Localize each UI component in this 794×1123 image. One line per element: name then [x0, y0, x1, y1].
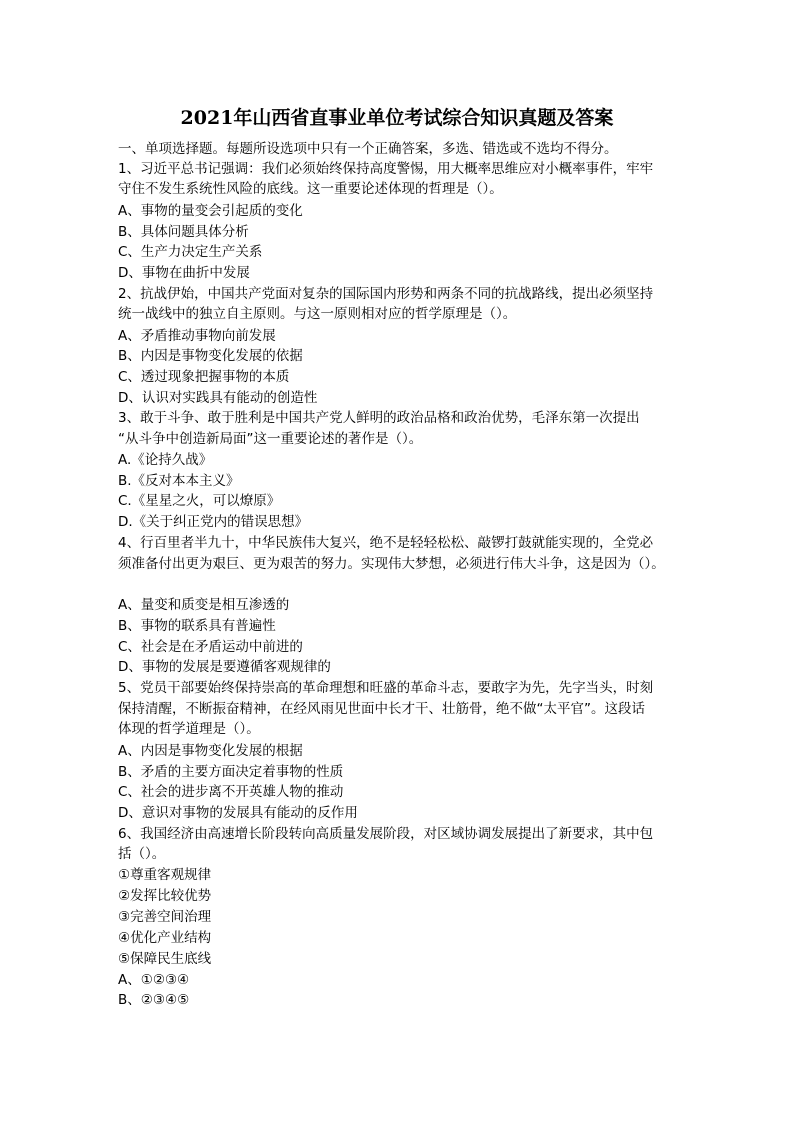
- question-5-option-a: A、内因是事物变化发展的根据: [118, 743, 303, 759]
- question-1-text-line-2: 守住不发生系统性风险的底线。这一重要论述体现的哲理是（）。: [118, 181, 503, 197]
- question-2-option-a: A、矛盾推动事物向前发展: [118, 328, 276, 344]
- question-5-option-d: D、意识对事物的发展具有能动的反作用: [118, 805, 358, 821]
- question-6-item-4: ④优化产业结构: [118, 930, 212, 946]
- section-heading: 一、单项选择题。每题所设选项中只有一个正确答案，多选、错选或不选均不得分。: [118, 141, 618, 157]
- question-4-option-c: C、社会是在矛盾运动中前进的: [118, 639, 303, 655]
- question-6-item-5: ⑤保障民生底线: [118, 951, 212, 967]
- question-3-option-a: A.《论持久战》: [118, 452, 213, 468]
- question-6-text-line-2: 括（）。: [118, 846, 166, 862]
- question-2-option-d: D、认识对实践具有能动的创造性: [118, 390, 318, 406]
- question-2-option-b: B、内因是事物变化发展的依据: [118, 348, 303, 364]
- question-4-option-a: A、量变和质变是相互渗透的: [118, 597, 290, 613]
- question-2-option-c: C、透过现象把握事物的本质: [118, 369, 290, 385]
- question-5-text-line-3: 体现的哲学道理是（）。: [118, 721, 260, 737]
- document-title: 2021年山西省直事业单位考试综合知识真题及答案: [180, 107, 614, 129]
- question-3-text-line-2: “从斗争中创造新局面”这一重要论述的著作是（）。: [118, 431, 423, 447]
- question-5-text-line-1: 5、党员干部要始终保持崇高的革命理想和旺盛的革命斗志，要敢字为先，先字当头，时刻: [118, 680, 654, 696]
- question-5-option-c: C、社会的进步离不开英雄人物的推动: [118, 784, 344, 800]
- question-3-option-b: B.《反对本本主义》: [118, 473, 240, 489]
- question-2-text-line-1: 2、抗战伊始，中国共产党面对复杂的国际国内形势和两条不同的抗战路线，提出必须坚持: [118, 286, 654, 302]
- question-2-text-line-2: 统一战线中的独立自主原则。与这一原则相对应的哲学原理是（）。: [118, 306, 517, 322]
- question-1-option-c: C、生产力决定生产关系: [118, 244, 263, 260]
- question-4-text-line-1: 4、行百里者半九十，中华民族伟大复兴，绝不是轻轻松松、敲锣打鼓就能实现的，全党必: [118, 535, 654, 551]
- question-3-option-c: C.《星星之火，可以燎原》: [118, 493, 281, 509]
- question-6-item-2: ②发挥比较优势: [118, 888, 212, 904]
- question-6-option-b: B、②③④⑤: [118, 992, 190, 1008]
- question-6-item-3: ③完善空间治理: [118, 909, 212, 925]
- question-5-option-b: B、矛盾的主要方面决定着事物的性质: [118, 764, 344, 780]
- question-6-option-a: A、①②③④: [118, 972, 190, 988]
- question-3-option-d: D.《关于纠正党内的错误思想》: [118, 514, 309, 530]
- question-1-option-b: B、具体问题具体分析: [118, 224, 249, 240]
- question-6-text-line-1: 6、我国经济由高速增长阶段转向高质量发展阶段，对区域协调发展提出了新要求，其中包: [118, 826, 654, 842]
- question-5-text-line-2: 保持清醒，不断振奋精神，在经风雨见世面中长才干、壮筋骨，绝不做“太平官”。这段话: [118, 701, 645, 717]
- question-6-item-1: ①尊重客观规律: [118, 867, 212, 883]
- question-1-option-a: A、事物的量变会引起质的变化: [118, 203, 303, 219]
- question-4-text-line-2: 须准备付出更为艰巨、更为艰苦的努力。实现伟大梦想，必须进行伟大斗争，这是因为（）。: [118, 556, 665, 572]
- question-1-text-line-1: 1、习近平总书记强调：我们必须始终保持高度警惕，用大概率思维应对小概率事件，牢牢: [118, 161, 654, 177]
- question-4-option-d: D、事物的发展是要遵循客观规律的: [118, 659, 331, 675]
- question-3-text-line-1: 3、敢于斗争、敢于胜利是中国共产党人鲜明的政治品格和政治优势，毛泽东第一次提出: [118, 410, 640, 426]
- question-1-option-d: D、事物在曲折中发展: [118, 265, 250, 281]
- question-4-option-b: B、事物的联系具有普遍性: [118, 618, 276, 634]
